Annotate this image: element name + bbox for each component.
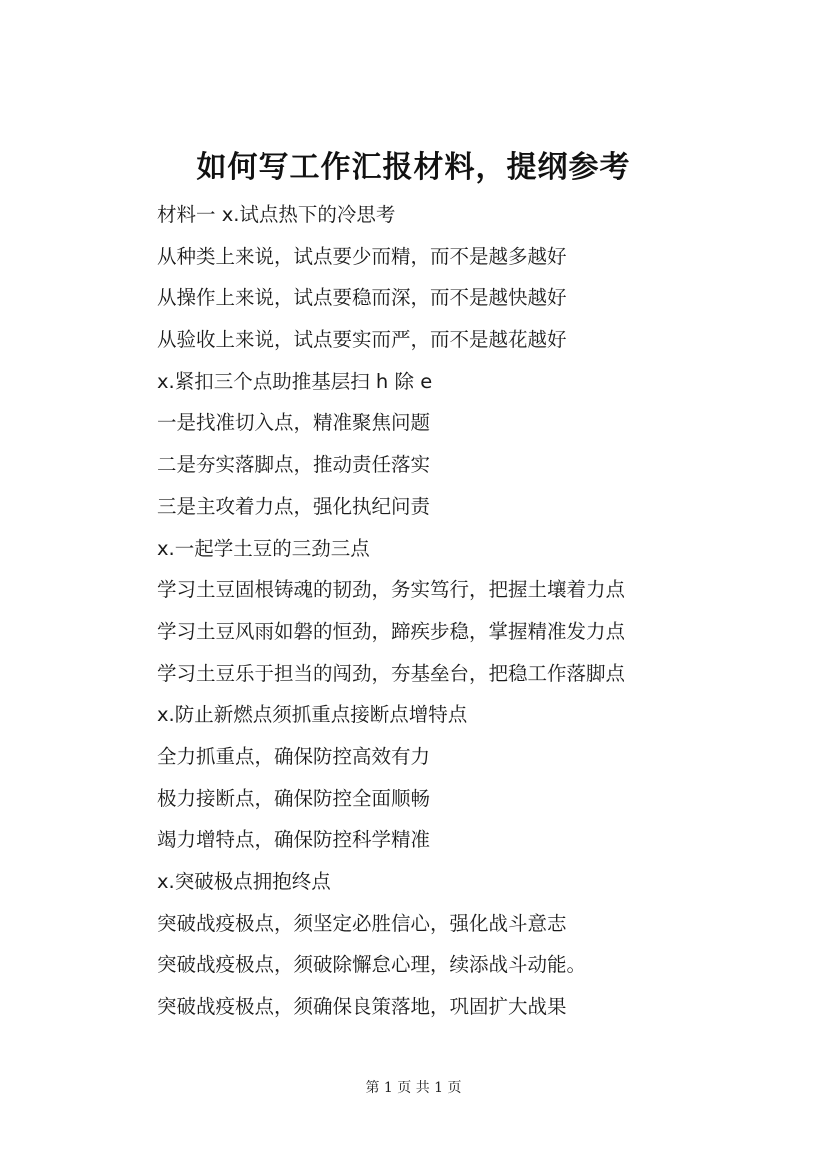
body-line: 极力接断点，确保防控全面顺畅 (157, 786, 431, 810)
body-line: 学习土豆固根铸魂的韧劲，务实笃行，把握土壤着力点 (157, 578, 626, 602)
body-line: 三是主攻着力点，强化执纪问责 (157, 494, 431, 518)
body-line: 突破战疫极点，须确保良策落地，巩固扩大战果 (157, 995, 567, 1019)
body-line: x.紧扣三个点助推基层扫 h 除 e (157, 369, 433, 393)
page-number-footer: 第 1 页 共 1 页 (365, 1080, 462, 1096)
body-line: 从操作上来说，试点要稳而深，而不是越快越好 (157, 286, 567, 310)
body-line: 全力抓重点，确保防控高效有力 (157, 744, 431, 768)
document-body (157, 197, 717, 1031)
body-line: 突破战疫极点，须坚定必胜信心，强化战斗意志 (157, 911, 567, 935)
body-line: 学习土豆乐于担当的闯劲，夯基垒台，把稳工作落脚点 (157, 661, 626, 685)
body-line: x.突破极点拥抱终点 (157, 870, 331, 893)
body-line: 材料一 x.试点热下的冷思考 (157, 203, 396, 226)
body-line: 从验收上来说，试点要实而严，而不是越花越好 (157, 328, 567, 352)
body-line: 竭力增特点，确保防控科学精准 (157, 828, 431, 852)
document-title: 如何写工作汇报材料，提纲参考 (196, 150, 631, 185)
body-line: 从种类上来说，试点要少而精，而不是越多越好 (157, 244, 567, 268)
body-line: x.一起学土豆的三劲三点 (157, 536, 370, 560)
body-line: x.防止新燃点须抓重点接断点增特点 (157, 703, 468, 727)
body-line: 学习土豆风雨如磐的恒劲，蹄疾步稳，掌握精准发力点 (157, 619, 626, 643)
body-line: 突破战疫极点，须破除懈怠心理，续添战斗动能。 (157, 953, 587, 977)
body-line: 一是找准切入点，精准聚焦问题 (157, 411, 431, 435)
body-line: 二是夯实落脚点，推动责任落实 (157, 453, 431, 477)
